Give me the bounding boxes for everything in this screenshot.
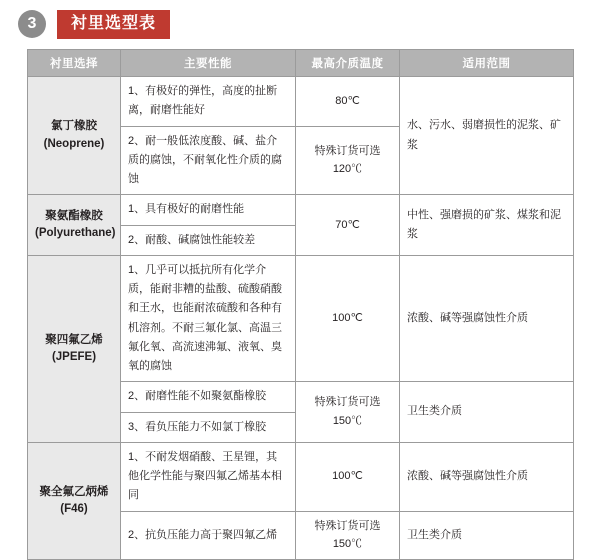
page-title: 衬里选型表 [57, 10, 170, 39]
scope-cell: 浓酸、碱等强腐蚀性介质 [400, 255, 574, 382]
lining-name-cn: 氯丁橡胶 [51, 120, 97, 133]
scope-cell: 卫生类介质 [400, 511, 574, 559]
column-header-performance: 主要性能 [121, 50, 296, 77]
table-body [28, 77, 574, 560]
table-row [28, 195, 574, 225]
scope-cell: 卫生类介质 [400, 382, 574, 443]
lining-name-en: (Polyurethane) [35, 227, 116, 239]
column-header-temperature: 最高介质温度 [296, 50, 400, 77]
table-header-row [28, 50, 574, 77]
performance-cell: 1、几乎可以抵抗所有化学介质，能耐非糟的盐酸、硫酸硝酸和王水，也能耐浓硫酸和各种有机溶剂。不耐三氟化氯、高温三氟化氧、高流速沸氟、液氧、臭氧的腐蚀 [121, 255, 296, 382]
temperature-cell: 100℃ [296, 442, 400, 511]
lining-cell-jpefe [28, 255, 121, 442]
lining-selection-table [27, 49, 574, 560]
temperature-cell: 70℃ [296, 195, 400, 256]
scope-cell: 中性、强磨损的矿浆、煤浆和泥浆 [400, 195, 574, 256]
lining-name-cn: 聚氨酯橡胶 [45, 209, 103, 222]
lining-cell-neoprene [28, 77, 121, 195]
temperature-cell: 80℃ [296, 77, 400, 127]
column-header-scope: 适用范围 [400, 50, 574, 77]
lining-name-en: (F46) [60, 502, 88, 515]
performance-cell: 2、耐一般低浓度酸、碱、盐介质的腐蚀，不耐氧化性介质的腐蚀 [121, 126, 296, 195]
performance-cell: 1、有极好的弹性，高度的扯断离，耐磨性能好 [121, 77, 296, 127]
temperature-cell: 特殊订货可选120℃ [296, 126, 400, 195]
temperature-cell: 特殊订货可选150℃ [296, 511, 400, 559]
performance-cell: 3、看负压能力不如氯丁橡胶 [121, 412, 296, 442]
table-row [28, 442, 574, 511]
scope-cell: 浓酸、碱等强腐蚀性介质 [400, 442, 574, 511]
performance-cell: 1、具有极好的耐磨性能 [121, 195, 296, 225]
lining-cell-f46 [28, 442, 121, 559]
step-number-badge: 3 [18, 10, 46, 38]
temperature-cell: 特殊订货可选150℃ [296, 382, 400, 443]
lining-name-cn: 聚四氟乙烯 [45, 333, 103, 346]
section-header [0, 0, 600, 40]
temperature-cell: 100℃ [296, 255, 400, 382]
performance-cell: 2、耐磨性能不如聚氨酯橡胶 [121, 382, 296, 412]
column-header-lining: 衬里选择 [28, 50, 121, 77]
performance-cell: 1、不耐发烟硝酸、王星锂，其他化学性能与聚四氟乙烯基本相同 [121, 442, 296, 511]
lining-name-en: (Neoprene) [43, 137, 105, 150]
performance-cell: 2、抗负压能力高于聚四氟乙烯 [121, 511, 296, 559]
lining-name-cn: 聚全氟乙炳烯 [39, 485, 109, 498]
table-row [28, 77, 574, 127]
table-head [28, 50, 574, 77]
lining-cell-polyurethane [28, 195, 121, 256]
lining-table-container [0, 40, 600, 560]
lining-name-en: (JPEFE) [51, 350, 97, 363]
table-row [28, 255, 574, 382]
performance-cell: 2、耐酸、碱腐蚀性能较差 [121, 225, 296, 255]
scope-cell: 水、污水、弱磨损性的泥浆、矿浆 [400, 77, 574, 195]
